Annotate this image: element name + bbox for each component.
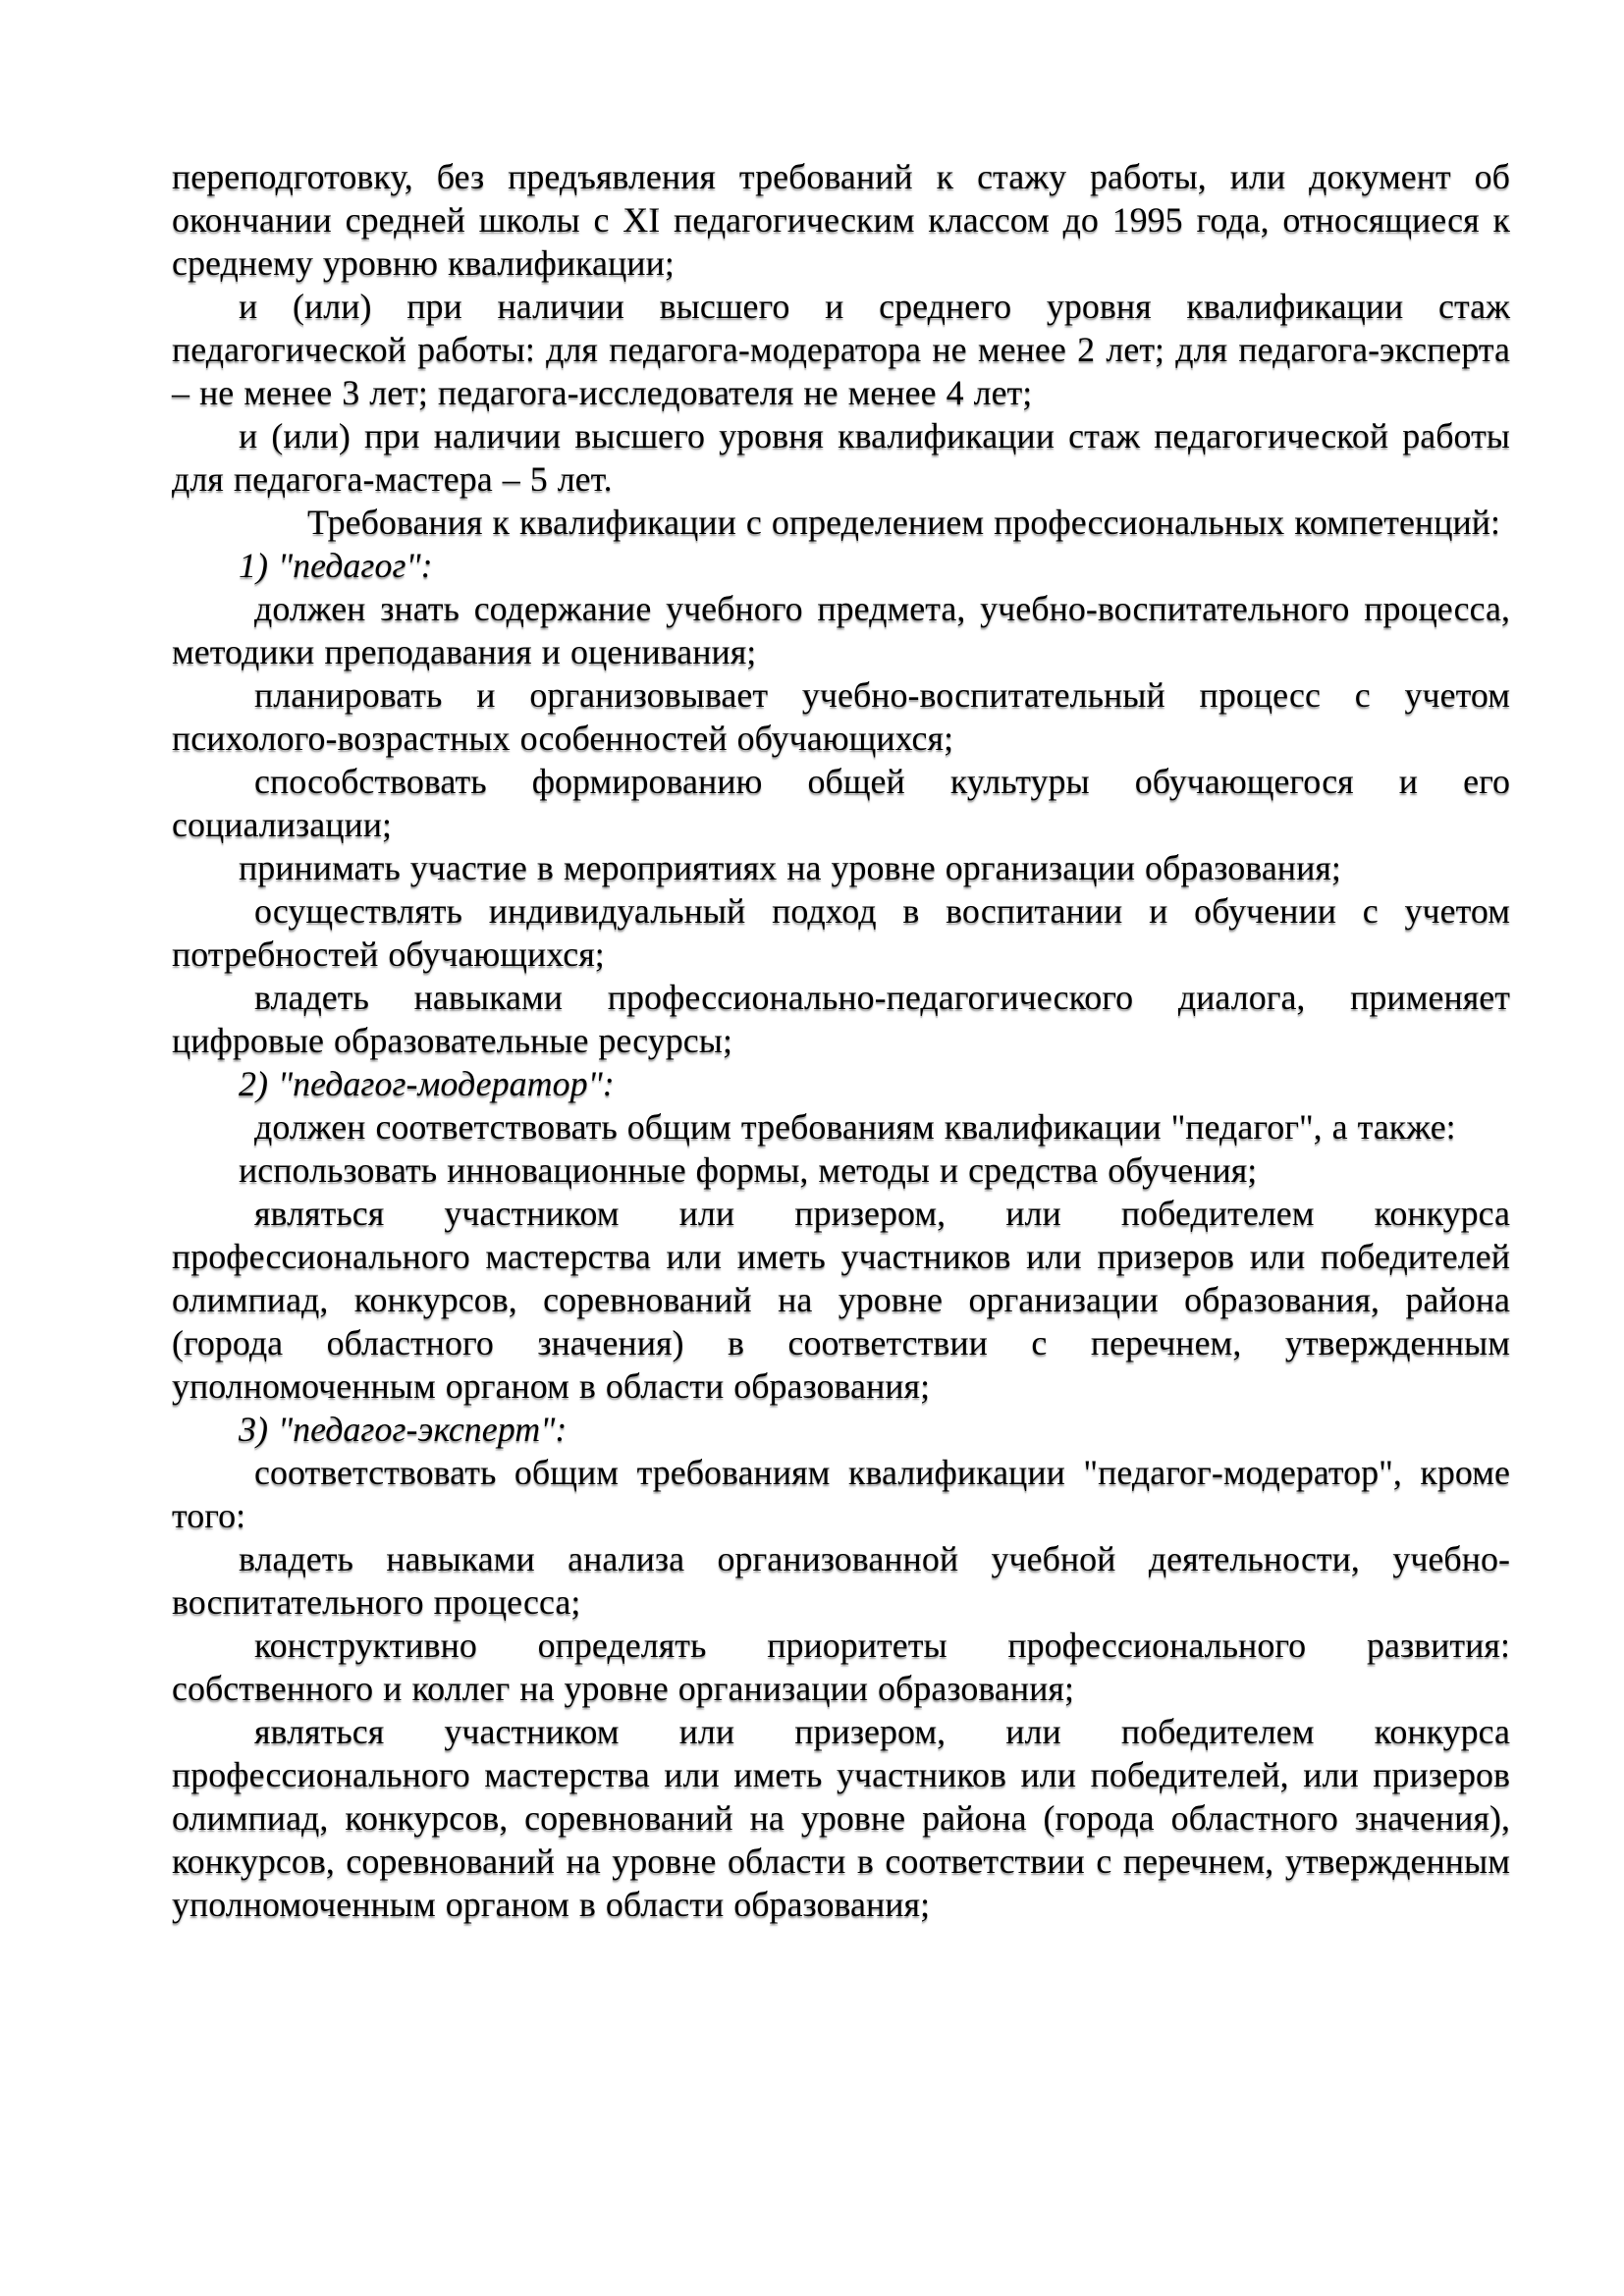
heading-pedagog-moderator: 2) "педагог-модератор": [239,1064,615,1103]
paragraph-expert-priorities: конструктивно определять приоритеты профессионального развития: собственного и коллег на уровне организации образования; [172,1626,1510,1708]
paragraph-moderator-contest-winner: являться участником или призером, или победителем конкурса профессионального мастерства или иметь участников или призеров или победителей олимпиад, конкурсов, соревнований на уровне организации образования, района (города областного значения) в соответствии с перечнем, утвержденным уполномоченным органом в области образования; [172,1194,1510,1406]
heading-pedagog-expert: 3) "педагог-эксперт": [239,1410,568,1449]
paragraph-pedagog-dialog-digital: владеть навыками профессионально-педагогического диалога, применяет цифровые образовательные ресурсы; [172,978,1510,1060]
paragraph-pedagog-participate: принимать участие в мероприятиях на уровне организации образования; [239,848,1341,887]
paragraph-expert-analysis-skills: владеть навыками анализа организованной учебной деятельности, учебно-воспитательного процесса; [172,1539,1510,1622]
paragraph-pedagog-culture: способствовать формированию общей культуры обучающегося и его социализации; [172,762,1510,844]
paragraph-pedagog-individual-approach: осуществлять индивидуальный подход в воспитании и обучении с учетом потребностей обучающихся; [172,891,1510,974]
paragraph-pedagog-plan-process: планировать и организовывает учебно-воспитательный процесс с учетом психолого-возрастных особенностей обучающихся; [172,675,1510,758]
paragraph-qualification-requirements-intro: Требования к квалификации с определением профессиональных компетенций: [307,503,1500,542]
paragraph-moderator-general-requirements: должен соответствовать общим требованиям квалификации "педагог", а также: [254,1107,1456,1147]
paragraph-expert-general-requirements: соответствовать общим требованиям квалификации "педагог-модератор", кроме того: [172,1453,1510,1535]
paragraph-retraining-continuation: переподготовку, без предъявления требований к стажу работы, или документ об окончании средней школы с XI педагогическим классом до 1995 года, относящиеся к среднему уровню квалификации; [172,157,1510,283]
heading-pedagog: 1) "педагог": [239,546,433,585]
text-block [172,155,1510,1926]
paragraph-pedagog-know-subject: должен знать содержание учебного предмета, учебно-воспитательного процесса, методики преподавания и оценивания; [172,589,1510,671]
paragraph-experience-higher-secondary: и (или) при наличии высшего и среднего уровня квалификации стаж педагогической работы: для педагога-модератора не менее 2 лет; для педагога-эксперта – не менее 3 лет; педагога-исследователя не менее 4 лет; [172,287,1510,412]
paragraph-expert-contest-winner: являться участником или призером, или победителем конкурса профессионального мастерства или иметь участников или победителей, или призеров олимпиад, конкурсов, соревнований на уровне района (города областного значения), конкурсов, соревнований на уровне области в соответствии с перечнем, утвержденным уполномоченным органом в области образования; [172,1712,1510,1924]
paragraph-experience-master: и (или) при наличии высшего уровня квалификации стаж педагогической работы для педагога-мастера – 5 лет. [172,416,1510,499]
paragraph-moderator-innovative-forms: использовать инновационные формы, методы и средства обучения; [239,1150,1258,1190]
